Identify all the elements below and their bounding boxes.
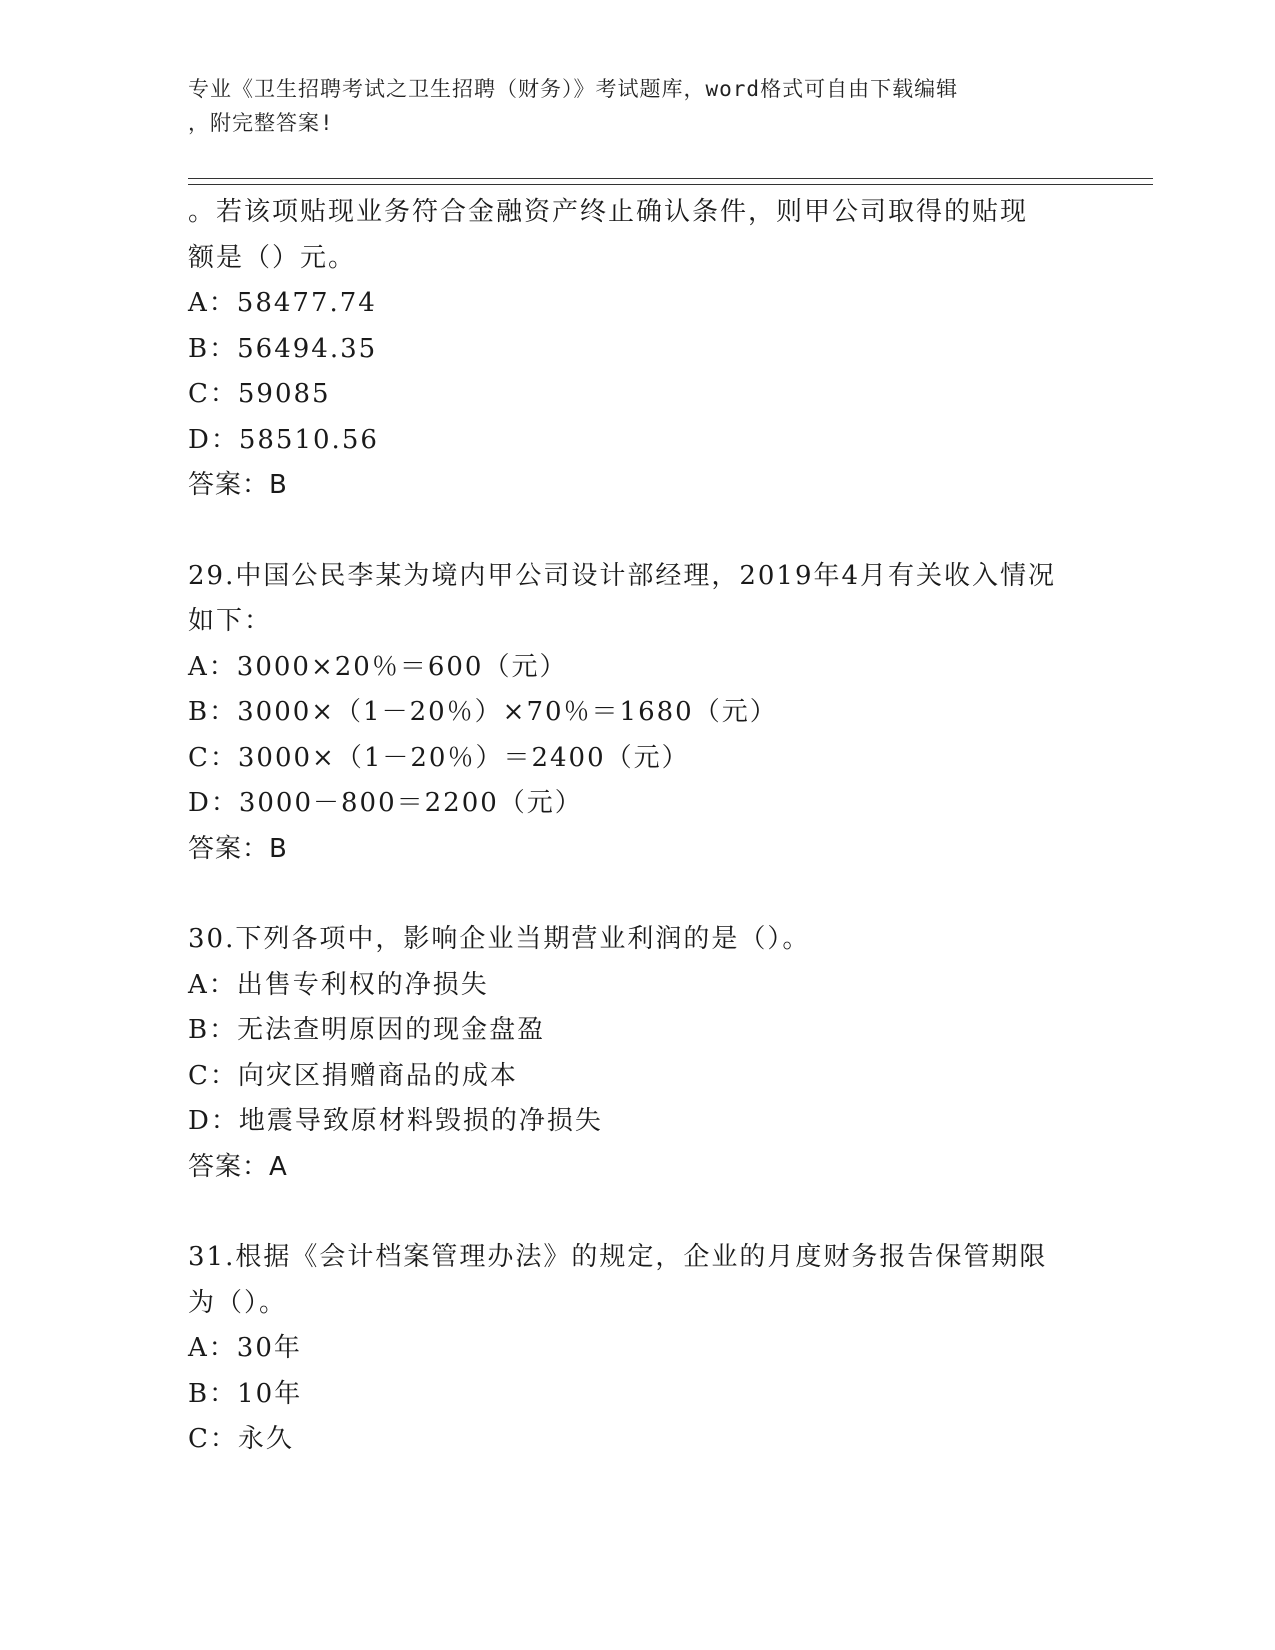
option-d: D：地震导致原材料毁损的净损失 xyxy=(188,1106,603,1136)
question-list xyxy=(188,190,1088,1463)
option-a: A：58477.74 xyxy=(188,288,377,318)
question-29 xyxy=(188,554,1088,873)
header-divider-top xyxy=(188,178,1153,179)
option-a: A：3000×20％＝600（元） xyxy=(188,651,568,682)
option-c: C：向灾区捐赠商品的成本 xyxy=(188,1060,518,1091)
question-31 xyxy=(188,1235,1088,1463)
answer: 答案：A xyxy=(188,1151,288,1182)
option-a: A：出售专利权的净损失 xyxy=(188,969,489,1000)
question-stem: 额是（）元。 xyxy=(188,242,357,273)
header-divider-bottom xyxy=(188,184,1153,185)
question-stem: 31.根据《会计档案管理办法》的规定，企业的月度财务报告保管期限 xyxy=(188,1242,1048,1272)
option-b: B：56494.35 xyxy=(188,333,378,364)
option-d: D：58510.56 xyxy=(188,424,379,455)
option-b: B：10年 xyxy=(188,1378,303,1409)
document-header xyxy=(188,72,1088,140)
answer: 答案：B xyxy=(188,833,288,864)
option-c: C：3000×（1－20％）＝2400（元） xyxy=(188,742,690,773)
option-b: B：无法查明原因的现金盘盈 xyxy=(188,1015,546,1045)
question-stem: 29.中国公民李某为境内甲公司设计部经理，2019年4月有关收入情况 xyxy=(188,560,1057,591)
option-b: B：3000×（1－20％）×70％＝1680（元） xyxy=(188,697,778,727)
option-a: A：30年 xyxy=(188,1333,302,1363)
question-stem: 为（）。 xyxy=(188,1287,288,1318)
header-line-2: ，附完整答案! xyxy=(188,111,334,135)
option-c: C：59085 xyxy=(188,379,331,409)
option-d: D：3000－800＝2200（元） xyxy=(188,788,583,818)
question-stem: 如下： xyxy=(188,606,273,636)
question-30 xyxy=(188,917,1088,1190)
question-stem: 。若该项贴现业务符合金融资产终止确认条件，则甲公司取得的贴现 xyxy=(188,197,1029,227)
question-stem: 30.下列各项中，影响企业当期营业利润的是（）。 xyxy=(188,924,811,954)
header-line-1: 专业《卫生招聘考试之卫生招聘（财务）》考试题库，word格式可自由下载编辑 xyxy=(188,77,959,101)
answer: 答案：B xyxy=(188,470,288,500)
question-28 xyxy=(188,190,1088,509)
option-c: C：永久 xyxy=(188,1424,294,1454)
